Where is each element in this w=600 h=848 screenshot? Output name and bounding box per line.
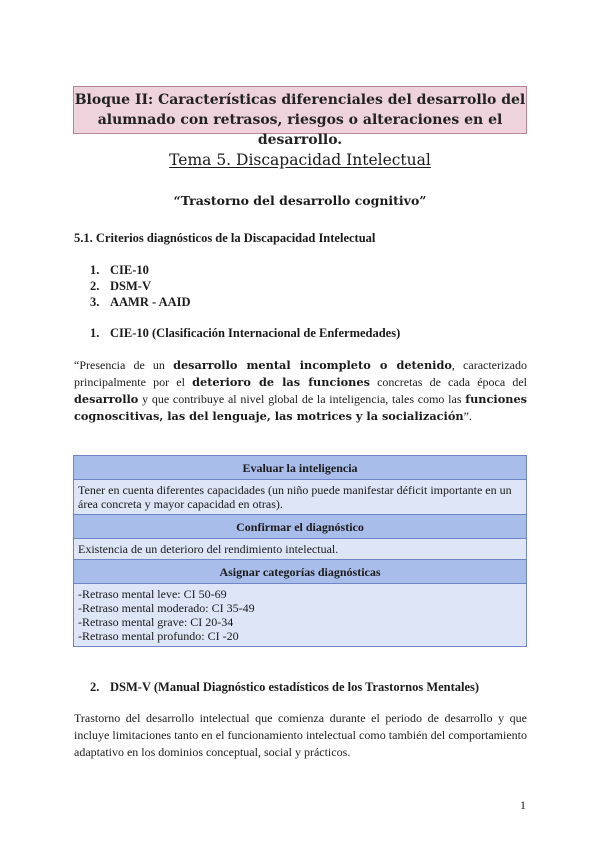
section-heading: 5.1. Criterios diagnósticos de la Discapacidad Intelectual [74,231,376,245]
list-item: 2. DSM-V [90,279,151,293]
dsm-definition: Trastorno del desarrollo intelectual que comienza durante el periodo de desarrollo y que incluye limitaciones tanto en el funcionamiento intelectual como también del comportamiento adaptativo en los dominios conceptual, social y prácticos. [74,711,527,759]
banner-line-1: Bloque II: Características diferenciales del desarrollo del [74,92,526,108]
table-cell: Tener en cuenta diferentes capacidades (un niño puede manifestar déficit importante en un área concreta y mayor capacidad en otras). [74,480,526,515]
dsm-heading: 2. DSM-V (Manual Diagnóstico estadísticos de los Trastornos Mentales) [90,680,480,694]
criteria-list [90,262,191,310]
list-item: 1. CIE-10 [90,263,149,277]
category-line: -Retraso mental leve: CI 50-69 [78,587,227,601]
table-header: Asignar categorías diagnósticas [74,560,526,584]
category-line: -Retraso mental moderado: CI 35-49 [78,601,255,615]
table-cell: Existencia de un deterioro del rendimiento intelectual. [74,539,526,560]
cie10-criteria-table [73,455,527,647]
table-cell [74,584,526,646]
list-item: 3. AAMR - AAID [90,295,191,309]
banner-line-2: alumnado con retrasos, riesgos o alteraciones en el desarrollo. [97,112,503,148]
page-title: Tema 5. Discapacidad Intelectual [169,151,431,169]
page-subtitle: “Trastorno del desarrollo cognitivo” [173,193,427,208]
block-banner [73,86,527,148]
page-number: 1 [520,798,526,812]
category-line: -Retraso mental profundo: CI -20 [78,629,239,643]
cie10-definition: “Presencia de un desarrollo mental incompleto o detenido, caracterizado principalmente por el deterioro de las funciones concretas de cada época del desarrollo y que contribuye al nivel global de la inteligencia, tales como las funciones cognoscitivas, las del lenguaje, las motrices y la socialización”. [74,358,527,423]
category-line: -Retraso mental grave: CI 20-34 [78,615,234,629]
table-header: Confirmar el diagnóstico [74,515,526,539]
cie10-heading: 1. CIE-10 (Clasificación Internacional de Enfermedades) [90,326,401,340]
table-header: Evaluar la inteligencia [74,456,526,480]
